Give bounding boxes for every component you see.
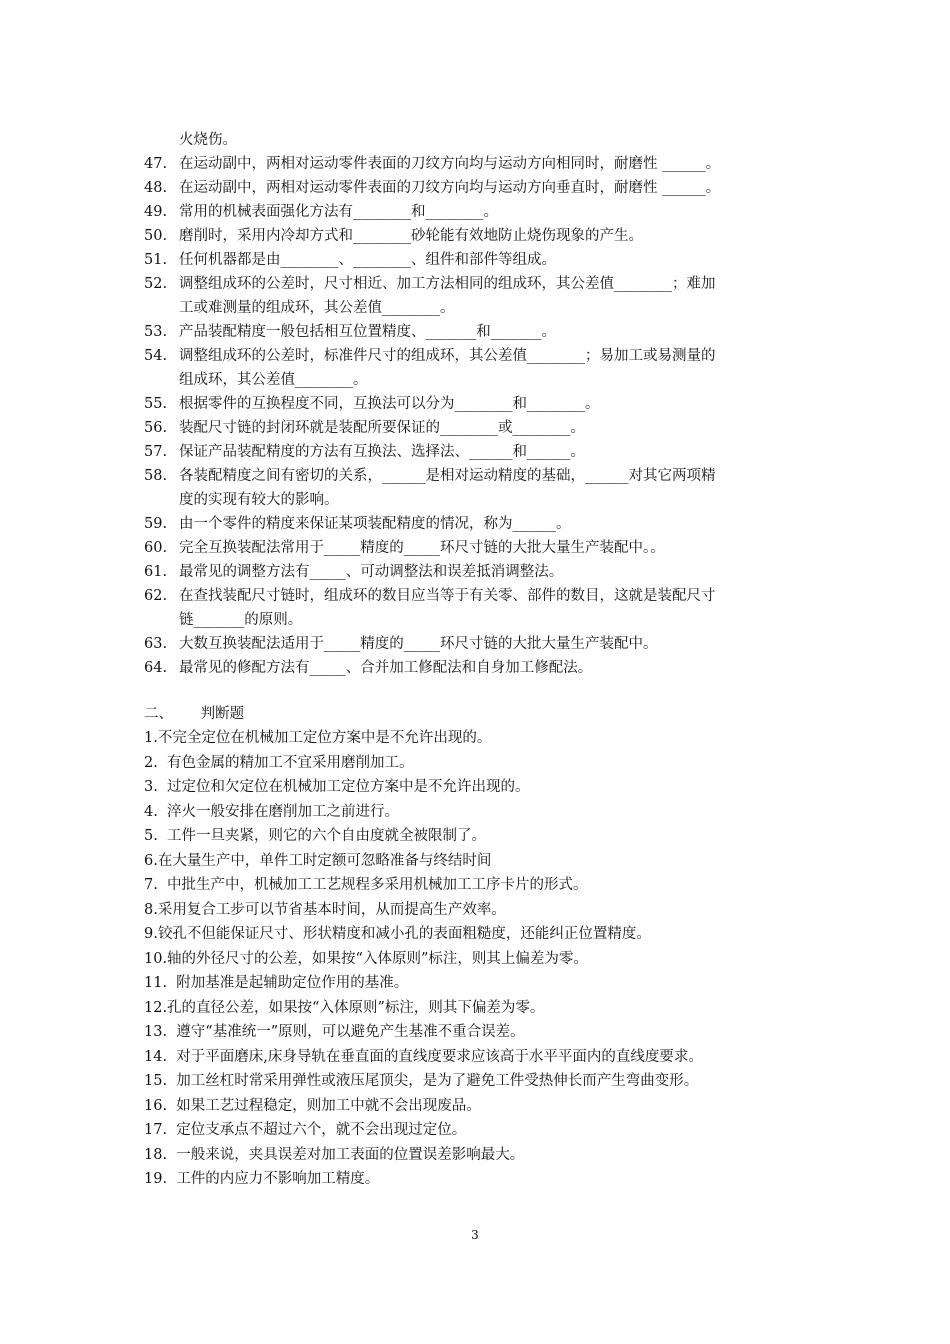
- question-text: [179, 272, 814, 320]
- question-line: 链_______的原则。: [179, 612, 303, 628]
- judge-item: 8.采用复合工步可以节省基本时间，从而提高生产效率。: [144, 901, 506, 918]
- question-number: 62.: [144, 588, 168, 604]
- question-text: [179, 248, 814, 272]
- question-text: [179, 176, 814, 200]
- judge-item: 5. 工件一旦夹紧，则它的六个自由度就全被限制了。: [144, 828, 487, 844]
- judge-item: 11. 附加基准是起辅助定位作用的基准。: [144, 975, 409, 991]
- question-line: 大数互换装配法适用于_____精度的_____环尺寸链的大批大量生产装配中。: [179, 636, 658, 652]
- question-text: [179, 560, 814, 584]
- question-item: [144, 272, 814, 320]
- judge-item: 4. 淬火一般安排在磨削加工之前进行。: [144, 803, 400, 820]
- judge-item: 16. 如果工艺过程稳定，则加工中就不会出现废品。: [144, 1097, 481, 1114]
- judge-item: 15. 加工丝杠时常采用弹性或液压尾顶尖，是为了避免工件受热伸长而产生弯曲变形。: [144, 1073, 699, 1089]
- question-line: 在运动副中，两相对运动零件表面的刀纹方向均与运动方向相同时，耐磨性 ______。: [179, 156, 721, 172]
- question-number: 56.: [144, 420, 168, 436]
- question-line: 在运动副中，两相对运动零件表面的刀纹方向均与运动方向垂直时，耐磨性 ______。: [179, 180, 721, 196]
- question-line: 保证产品装配精度的方法有互换法、选择法、______和______。: [179, 444, 585, 460]
- question-text: [179, 344, 814, 392]
- question-item: [144, 392, 814, 416]
- question-line: 最常见的调整方法有_____、可动调整法和误差抵消调整法。: [179, 564, 564, 580]
- question-item: [144, 200, 814, 224]
- question-item: [144, 632, 814, 656]
- question-line: 度的实现有较大的影响。: [179, 492, 339, 508]
- question-number: 57.: [144, 444, 168, 460]
- section-title: 二、 判断题: [144, 706, 245, 722]
- judge-item: 14. 对于平面磨床,床身导轨在垂直面的直线度要求应该高于水平平面内的直线度要求。: [144, 1048, 703, 1065]
- question-number: 51.: [144, 252, 168, 268]
- judge-item: 17. 定位支承点不超过六个，就不会出现过定位。: [144, 1122, 467, 1138]
- question-line: 组成环，其公差值________。: [179, 372, 368, 388]
- question-line: 在查找装配尺寸链时，组成环的数目应当等于有关零、部件的数目，这就是装配尺寸: [179, 588, 716, 604]
- question-number: 61.: [144, 564, 168, 580]
- judge-item: 18. 一般来说，夹具误差对加工表面的位置误差影响最大。: [144, 1146, 525, 1163]
- question-text: [179, 224, 814, 248]
- judge-item: 7. 中批生产中，机械加工工艺规程多采用机械加工工序卡片的形式。: [144, 877, 588, 893]
- question-item: [144, 584, 814, 632]
- question-line: 各装配精度之间有密切的关系，______是相对运动精度的基础，______对其它两项精: [179, 468, 716, 484]
- question-number: 64.: [144, 660, 168, 676]
- question-item: [144, 560, 814, 584]
- page-number: 3: [471, 1228, 479, 1242]
- question-line: 根据零件的互换程度不同，互换法可以分为________和________。: [179, 396, 600, 412]
- question-line: 常用的机械表面强化方法有________和________。: [179, 204, 498, 220]
- question-item: [144, 152, 814, 176]
- question-number: 49.: [144, 204, 168, 220]
- true-false-list: [144, 726, 814, 1192]
- question-number: 47.: [144, 156, 168, 172]
- judge-item: 19. 工件的内应力不影响加工精度。: [144, 1171, 380, 1187]
- question-item: [144, 224, 814, 248]
- judge-item: 3. 过定位和欠定位在机械加工定位方案中是不允许出现的。: [144, 779, 530, 795]
- question-text: [179, 536, 814, 560]
- question-text: [179, 152, 814, 176]
- question-text: [179, 440, 814, 464]
- question-text: [179, 320, 814, 344]
- fill-in-blank-list: [144, 152, 814, 680]
- question-item: [144, 176, 814, 200]
- question-item: [144, 440, 814, 464]
- question-line: 任何机器都是由________、________、组件和部件等组成。: [179, 252, 556, 268]
- judge-item: 10.轴的外径尺寸的公差，如果按“入体原则”标注，则其上偏差为零。: [144, 950, 588, 967]
- question-line: 调整组成环的公差时，标准件尺寸的组成环，其公差值________；易加工或易测量的: [179, 348, 716, 364]
- question-line: 完全互换装配法常用于_____精度的_____环尺寸链的大批大量生产装配中。。: [179, 540, 665, 556]
- question-text: [179, 656, 814, 680]
- question-item: [144, 416, 814, 440]
- question-number: 58.: [144, 468, 168, 484]
- question-line: 装配尺寸链的封闭环就是装配所要保证的________或________。: [179, 420, 585, 436]
- question-number: 53.: [144, 324, 168, 340]
- judge-item: 6.在大量生产中，单件工时定额可忽略准备与终结时间: [144, 852, 492, 869]
- question-line: 由一个零件的精度来保证某项装配精度的情况，称为______。: [179, 516, 571, 532]
- question-item: [144, 320, 814, 344]
- question-text: [179, 416, 814, 440]
- question-item: [144, 248, 814, 272]
- judge-item: 12.孔的直径公差，如果按“入体原则”标注，则其下偏差为零。: [144, 999, 545, 1016]
- question-text: [179, 632, 814, 656]
- question-item: [144, 344, 814, 392]
- question-item: [144, 536, 814, 560]
- question-line: 产品装配精度一般包括相互位置精度、_______和_______。: [179, 324, 556, 340]
- question-line: 工或难测量的组成环，其公差值________。: [179, 300, 455, 316]
- question-number: 54.: [144, 348, 168, 364]
- page-content: [144, 128, 814, 1192]
- judge-item: 9.铰孔不但能保证尺寸、形状精度和减小孔的表面粗糙度，还能纠正位置精度。: [144, 926, 651, 942]
- question-number: 48.: [144, 180, 168, 196]
- question-text: [179, 464, 814, 512]
- question-line: 最常见的修配方法有_____、合并加工修配法和自身加工修配法。: [179, 660, 593, 676]
- question-number: 55.: [144, 396, 168, 412]
- question-text: [179, 200, 814, 224]
- question-item: [144, 464, 814, 512]
- question-item: [144, 512, 814, 536]
- question-number: 60.: [144, 540, 168, 556]
- judge-item: 2. 有色金属的精加工不宜采用磨削加工。: [144, 754, 414, 771]
- judge-item: 13. 遵守“基准统一”原则，可以避免产生基准不重合误差。: [144, 1024, 525, 1040]
- continuation-line: 火烧伤。: [179, 132, 237, 148]
- question-number: 59.: [144, 516, 168, 532]
- question-line: 调整组成环的公差时，尺寸相近、加工方法相同的组成环，其公差值________；难加: [179, 276, 716, 292]
- question-number: 52.: [144, 276, 168, 292]
- question-item: [144, 656, 814, 680]
- question-text: [179, 512, 814, 536]
- question-text: [179, 584, 814, 632]
- judge-item: 1.不完全定位在机械加工定位方案中是不允许出现的。: [144, 730, 492, 746]
- question-text: [179, 392, 814, 416]
- question-number: 63.: [144, 636, 168, 652]
- question-line: 磨削时，采用内冷却方式和________砂轮能有效地防止烧伤现象的产生。: [179, 228, 643, 244]
- question-number: 50.: [144, 228, 168, 244]
